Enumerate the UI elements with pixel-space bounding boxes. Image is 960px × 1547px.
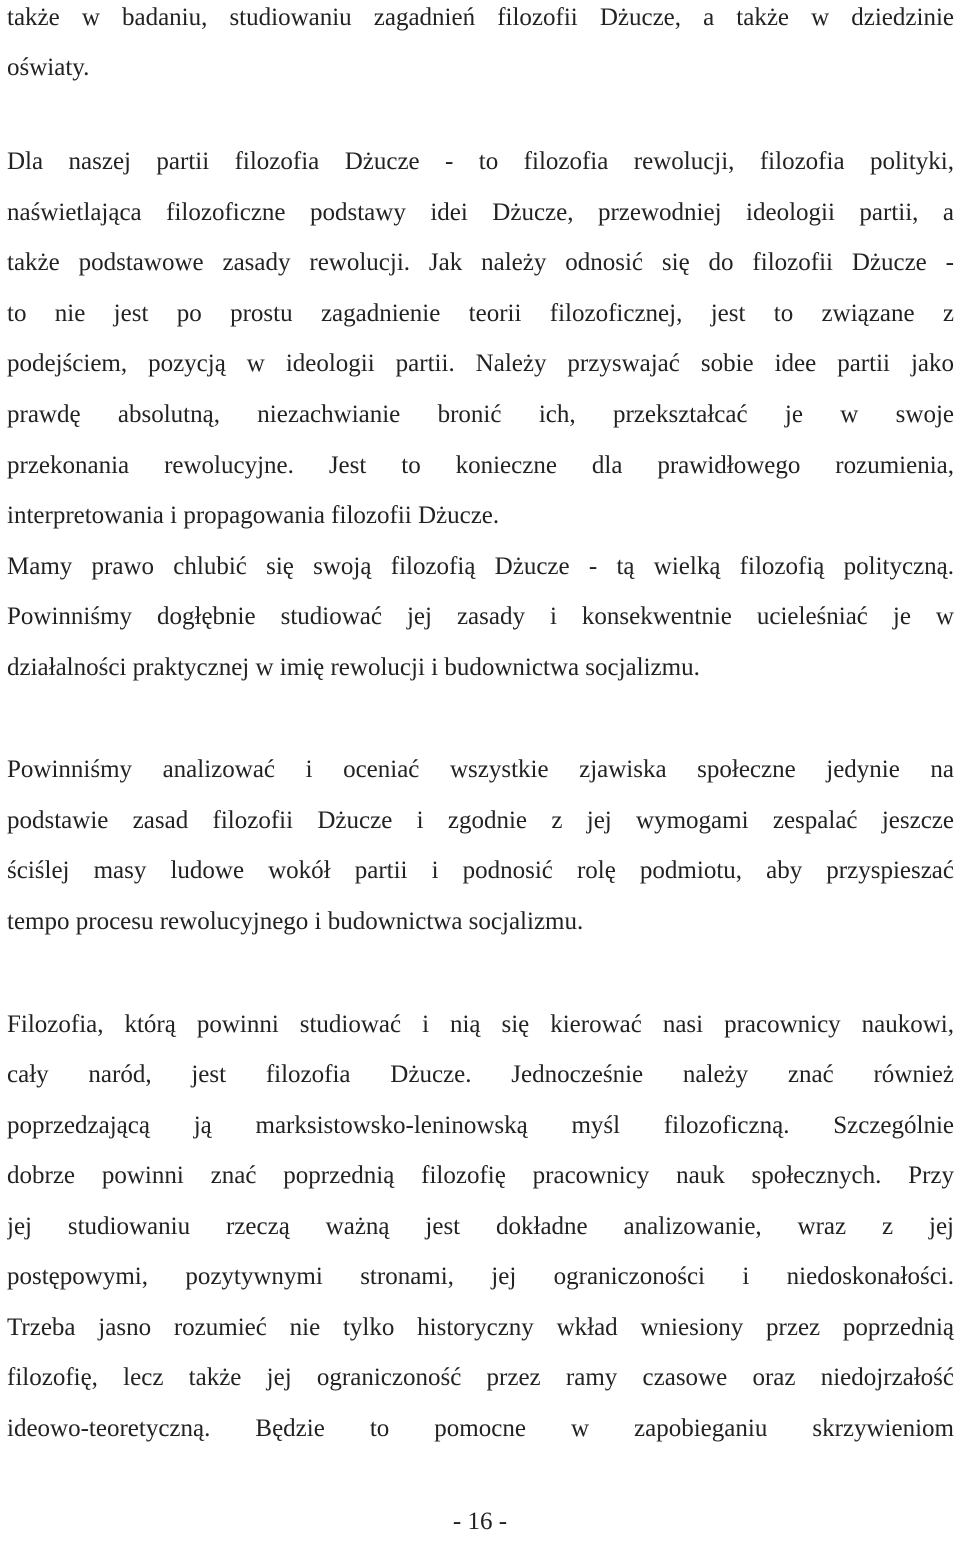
text-line: Filozofia, którą powinni studiować i nią się kierować nasi pracownicy naukowi, (7, 1011, 954, 1038)
text-line: interpretowania i propagowania filozofii Dżucze. (7, 502, 500, 529)
text-line: podstawie zasad filozofii Dżucze i zgodnie z jej wymogami zespalać jeszcze (7, 807, 954, 834)
text-line: prawdę absolutną, niezachwianie bronić ich, przekształcać je w swoje (7, 401, 954, 428)
text-line: Powinniśmy dogłębnie studiować jej zasady i konsekwentnie ucieleśniać je w (7, 603, 954, 630)
text-line: jej studiowaniu rzeczą ważną jest dokładne analizowanie, wraz z jej (7, 1213, 954, 1240)
text-line: cały naród, jest filozofia Dżucze. Jednocześnie należy znać również (7, 1061, 954, 1088)
text-line: działalności praktycznej w imię rewolucji i budownictwa socjalizmu. (7, 654, 700, 681)
text-line: podejściem, pozycją w ideologii partii. Należy przyswajać sobie idee partii jako (7, 350, 954, 377)
page-number: - 16 - (452, 1508, 508, 1535)
text-line: ideowo-teoretyczną. Będzie to pomocne w zapobieganiu skrzywieniom (7, 1415, 954, 1442)
text-line: filozofię, lecz także jej ograniczoność przez ramy czasowe oraz niedojrzałość (7, 1364, 954, 1391)
text-line: przekonania rewolucyjne. Jest to konieczne dla prawidłowego rozumienia, (7, 452, 954, 479)
text-line: oświaty. (7, 54, 90, 81)
text-line: także podstawowe zasady rewolucji. Jak należy odnosić się do filozofii Dżucze - (7, 249, 954, 276)
text-line: także w badaniu, studiowaniu zagadnień filozofii Dżucze, a także w dziedzinie (7, 4, 954, 31)
text-line: Mamy prawo chlubić się swoją filozofią Dżucze - tą wielką filozofią polityczną. (7, 553, 954, 580)
text-line: postępowymi, pozytywnymi stronami, jej ograniczoności i niedoskonałości. (7, 1263, 954, 1290)
text-line: Dla naszej partii filozofia Dżucze - to filozofia rewolucji, filozofia polityki, (7, 148, 954, 175)
text-line: to nie jest po prostu zagadnienie teorii filozoficznej, jest to związane z (7, 300, 954, 327)
text-line: dobrze powinni znać poprzednią filozofię pracownicy nauk społecznych. Przy (7, 1162, 954, 1189)
text-line: tempo procesu rewolucyjnego i budownictwa socjalizmu. (7, 908, 584, 935)
text-line: naświetlająca filozoficzne podstawy idei Dżucze, przewodniej ideologii partii, a (7, 199, 954, 226)
text-line: poprzedzającą ją marksistowsko-leninowską myśl filozoficzną. Szczególnie (7, 1112, 954, 1139)
text-line: Powinniśmy analizować i oceniać wszystkie zjawiska społeczne jedynie na (7, 756, 954, 783)
text-line: ściślej masy ludowe wokół partii i podnosić rolę podmiotu, aby przyspieszać (7, 857, 954, 884)
text-line: Trzeba jasno rozumieć nie tylko historyczny wkład wniesiony przez poprzednią (7, 1314, 954, 1341)
